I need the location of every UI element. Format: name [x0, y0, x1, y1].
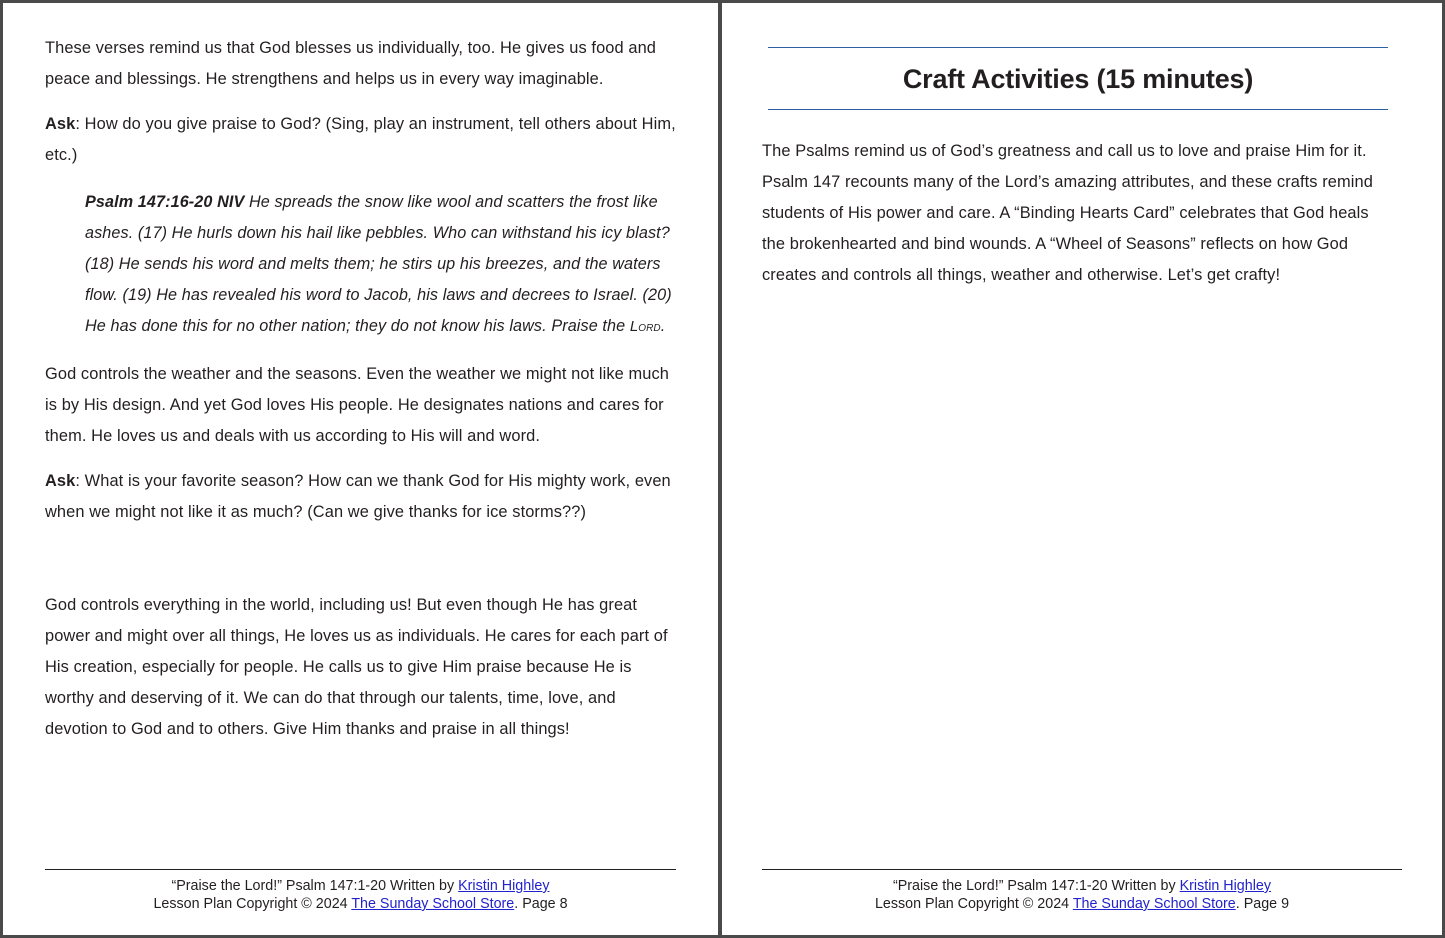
author-link-right[interactable]: Kristin Highley	[1179, 878, 1271, 894]
heading-rule-bottom	[768, 109, 1388, 110]
page-right	[720, 0, 1445, 938]
footer-line-1	[45, 877, 676, 895]
scripture-lord: Lord	[629, 319, 661, 335]
footer-divider-right	[762, 869, 1402, 870]
footer-title-text: “Praise the Lord!” Psalm 147:1-20 Written by	[171, 878, 459, 894]
ask-text-1: : How do you give praise to God? (Sing, play an instrument, tell others about Him, etc.)	[45, 115, 676, 164]
footer-line-2	[45, 895, 676, 913]
footer-title-text-right: “Praise the Lord!” Psalm 147:1-20 Written by	[893, 878, 1180, 894]
ask-prompt-1	[45, 109, 676, 171]
scripture-text-part2: .	[660, 317, 666, 335]
footer-divider	[45, 869, 676, 870]
footer-line-2-right	[762, 895, 1402, 913]
content-spacer	[45, 542, 676, 590]
page-left	[0, 0, 720, 938]
paragraph-weather: God controls the weather and the seasons. Even the weather we might not like much is by His design. And yet God loves His people. He designates nations and cares for them. He loves us and deals with us according to His will and word.	[45, 365, 670, 445]
section-heading-block	[768, 47, 1388, 110]
section-title: Craft Activities (15 minutes)	[902, 64, 1254, 94]
store-link-right[interactable]: The Sunday School Store	[1072, 896, 1236, 912]
store-link[interactable]: The Sunday School Store	[351, 896, 515, 912]
author-link[interactable]: Kristin Highley	[458, 878, 550, 894]
footer-page-number: . Page 8	[514, 896, 568, 912]
ask-label-2: Ask	[45, 472, 76, 490]
footer-page-number-right: . Page 9	[1235, 896, 1290, 912]
footer-line-1-right	[762, 877, 1402, 895]
footer-copyright-text: Lesson Plan Copyright © 2024	[153, 896, 352, 912]
footer-left	[45, 869, 676, 913]
heading-rule-top	[768, 47, 1388, 48]
ask-prompt-2	[45, 466, 676, 528]
ask-text-2: : What is your favorite season? How can we thank God for His mighty work, even when we might not like it as much? (Can we give thanks for ice storms??)	[45, 472, 671, 521]
scripture-quote	[85, 187, 676, 343]
paragraph-intro: These verses remind us that God blesses us individually, too. He gives us food and peace and blessings. He strengthens and helps us in every way imaginable.	[45, 39, 657, 88]
footer-copyright-text-right: Lesson Plan Copyright © 2024	[874, 896, 1073, 912]
scripture-text-part1: He spreads the snow like wool and scatters the frost like ashes. (17) He hurls down his hail like pebbles. Who can withstand his icy blast? (18) He sends his word and melts them; he stirs up his breezes, and the waters flow. (19) He has revealed his word to Jacob, his laws and decrees to Israel. (20) He has done this for no other nation; they do not know his laws. Praise the	[85, 193, 672, 335]
ask-label-1: Ask	[45, 115, 76, 133]
paragraph-closing: God controls everything in the world, including us! But even though He has great power and might over all things, He loves us as individuals. He cares for each part of His creation, especially for people. He calls us to give Him praise because He is worthy and deserving of it. We can do that through our talents, time, love, and devotion to God and to others. Give Him thanks and praise in all things!	[45, 596, 668, 738]
footer-right	[762, 869, 1402, 913]
craft-intro-paragraph: The Psalms remind us of God’s greatness and call us to love and praise Him for it. Psalm 147 recounts many of the Lord’s amazing attributes, and these crafts remind students of His power and care. A “Binding Hearts Card” celebrates that God heals the brokenhearted and bind wounds. A “Wheel of Seasons” reflects on how God creates and controls all things, weather and otherwise. Let’s get crafty!	[762, 142, 1373, 284]
scripture-reference: Psalm 147:16-20 NIV	[85, 193, 245, 211]
